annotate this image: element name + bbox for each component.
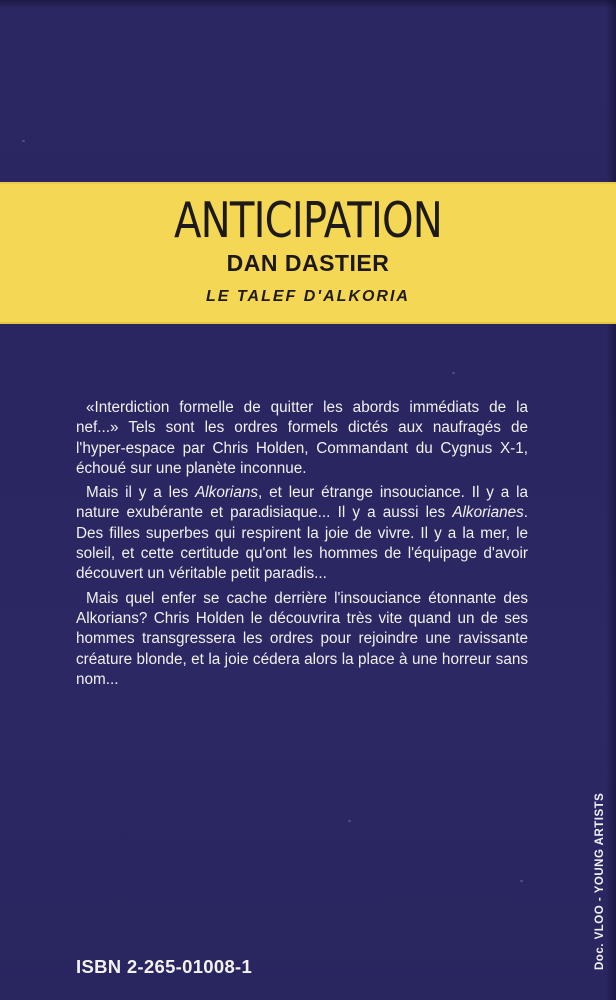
- top-edge-shadow: [0, 0, 616, 8]
- author-name: DAN DASTIER: [226, 250, 390, 276]
- blurb-italic-alkorians: Alkorians: [195, 484, 258, 502]
- blurb-text-span: «Interdiction formelle de quitter les abords immédiats de la nef...» Tels sont les ordres formels dictés aux naufragés de l'hyper-espace par Chris Holden, Commandant du Cygnus X-1, échoué sur une planète inconnue.: [76, 399, 528, 477]
- paper-speck: [520, 880, 523, 882]
- paper-speck: [348, 820, 351, 822]
- blurb-text-span: , et leur étrange insouciance. Il y a la nature exubérante et paradisiaque... Il y a aussi les: [76, 484, 528, 522]
- paper-speck: [22, 140, 25, 142]
- paper-speck: [452, 372, 455, 374]
- right-edge-shadow: [606, 0, 616, 1000]
- blurb-paragraph-1: [76, 398, 528, 479]
- blurb-paragraph-2: [76, 483, 528, 584]
- blurb-paragraph-3: [76, 589, 528, 690]
- blurb-text-span: . Des filles superbes qui respirent la joie de vivre. Il y a la mer, le soleil, et cette certitude qu'ont les hommes de l'équipage d'avoir découvert un véritable petit paradis...: [76, 504, 528, 583]
- isbn-number: ISBN 2-265-01008-1: [76, 956, 253, 977]
- book-title: LE TALEF D'ALKORIA: [206, 288, 410, 305]
- illustration-credit: Doc. VLOO - YOUNG ARTISTS: [594, 792, 606, 970]
- blurb-text-span: Mais il y a les: [86, 484, 196, 502]
- yellow-title-band: [0, 182, 616, 324]
- series-name: ANTICIPATION: [173, 192, 443, 249]
- blurb-italic-alkorianes: Alkorianes: [452, 504, 524, 522]
- blurb-text: [76, 398, 528, 694]
- blurb-text-span: Mais quel enfer se cache derrière l'insouciance étonnante des Alkorians? Chris Holden le découvrira très vite quand un de ses hommes transgressera les ordres pour rejoindre une ravissante créature blonde, et la joie cédera alors la place à une horreur sans nom...: [76, 589, 528, 688]
